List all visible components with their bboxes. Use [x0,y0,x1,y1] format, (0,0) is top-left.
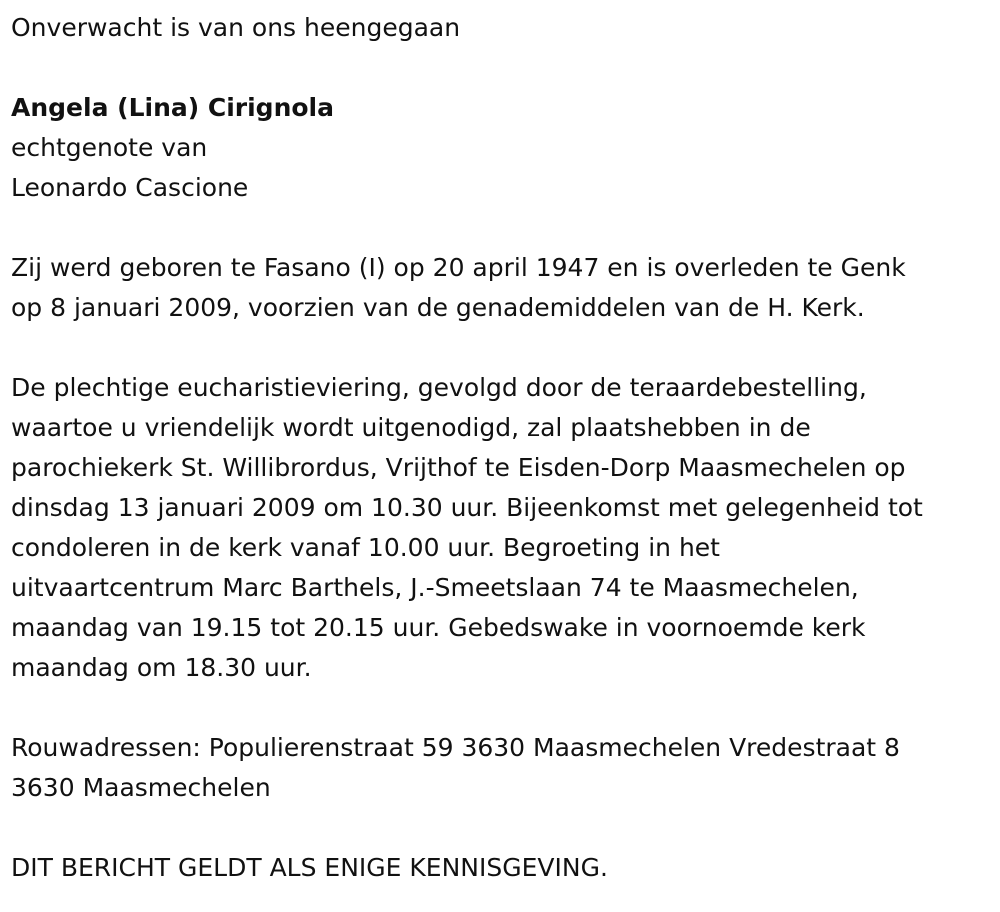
paragraph-line: waartoe u vriendelijk wordt uitgenodigd, zal plaatshebben in de [11,413,811,442]
spouse-label: echtgenote van [11,133,208,162]
paragraph-line: maandag om 18.30 uur. [11,653,312,682]
paragraph-line: parochiekerk St. Willibrordus, Vrijthof te Eisden-Dorp Maasmechelen op [11,453,906,482]
address-paragraph [11,728,1000,808]
paragraph-line: maandag van 19.15 tot 20.15 uur. Gebedswake in voornoemde kerk [11,613,866,642]
intro-text: Onverwacht is van ons heengegaan [11,13,461,42]
paragraph-line: dinsdag 13 januari 2009 om 10.30 uur. Bijeenkomst met gelegenheid tot [11,493,923,522]
ceremony-paragraph [11,368,1000,688]
paragraph-line: uitvaartcentrum Marc Barthels, J.-Smeetslaan 74 te Maasmechelen, [11,573,859,602]
paragraph-line: Zij werd geboren te Fasano (I) op 20 april 1947 en is overleden te Genk [11,253,906,282]
deceased-name: Angela (Lina) Cirignola [11,93,334,122]
paragraph-line: Rouwadressen: Populierenstraat 59 3630 Maasmechelen Vredestraat 8 [11,733,900,762]
birth-death-paragraph [11,248,1000,328]
paragraph-line: 3630 Maasmechelen [11,773,271,802]
paragraph-line: condoleren in de kerk vanaf 10.00 uur. Begroeting in het [11,533,720,562]
paragraph-line: op 8 januari 2009, voorzien van de genademiddelen van de H. Kerk. [11,293,865,322]
spouse-name: Leonardo Cascione [11,173,249,202]
paragraph-line: De plechtige eucharistieviering, gevolgd door de teraardebestelling, [11,373,867,402]
closing-statement: DIT BERICHT GELDT ALS ENIGE KENNISGEVING. [11,853,608,882]
